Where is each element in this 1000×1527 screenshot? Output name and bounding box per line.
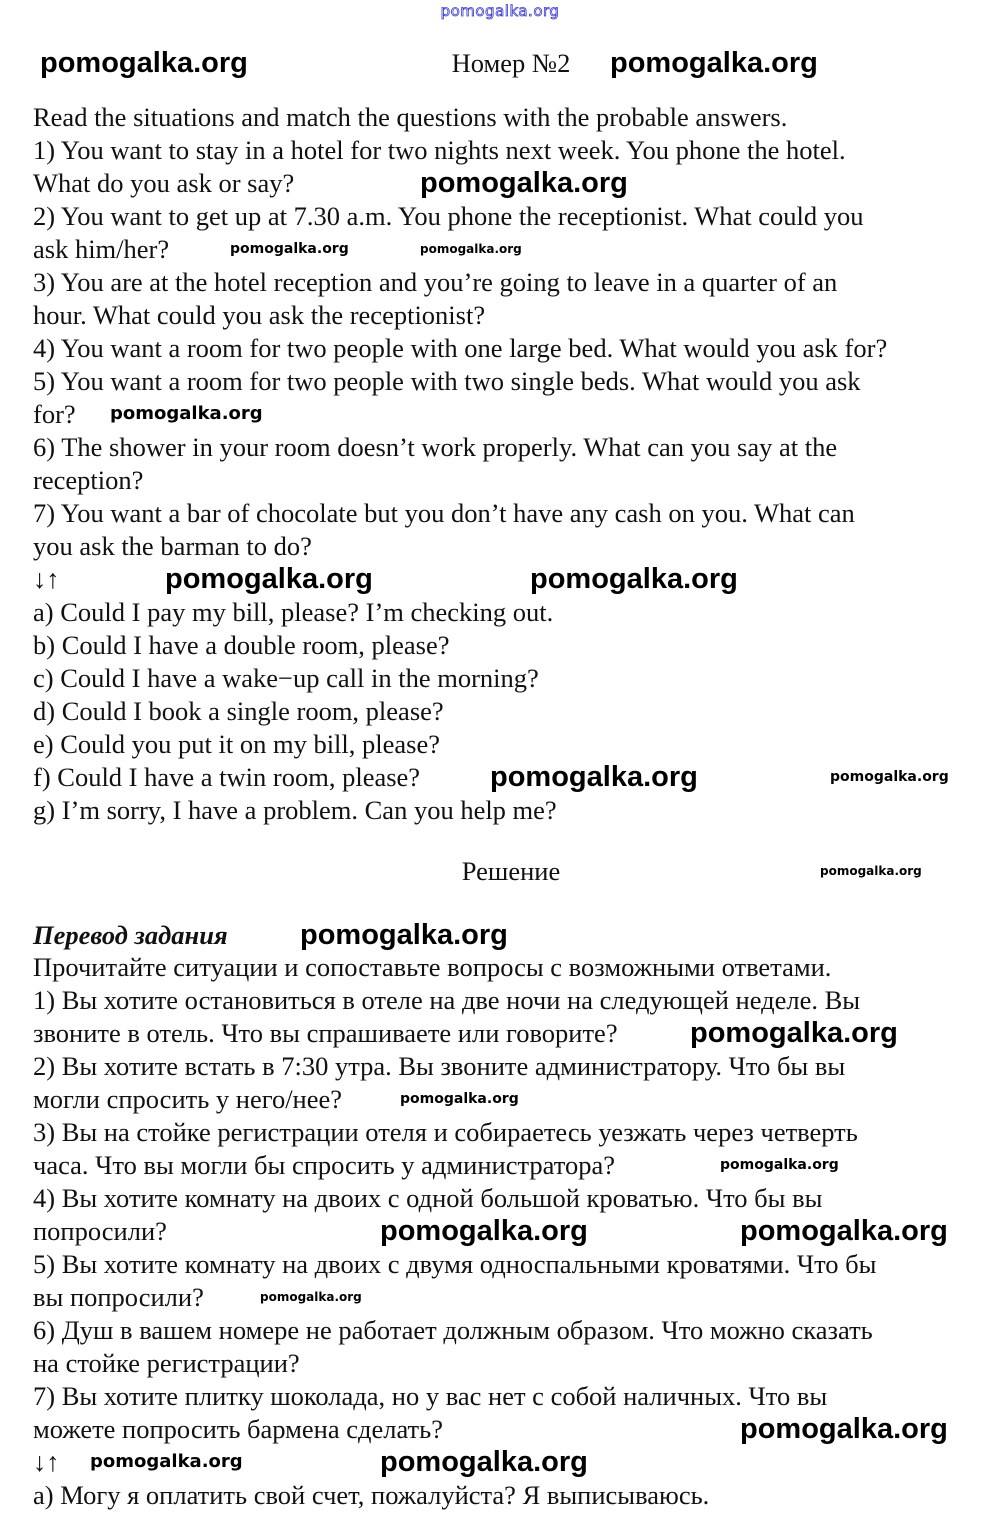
translation-line: 5) Вы хотите комнату на двоих с двумя односпальными кроватями. Что бы bbox=[33, 1249, 877, 1279]
task-line: 2) You want to get up at 7.30 a.m. You phone the receptionist. What could you bbox=[33, 201, 864, 231]
watermark: pomogalka.org bbox=[610, 47, 818, 79]
task-line: you ask the barman to do? bbox=[33, 531, 312, 561]
translation-line: 1) Вы хотите остановиться в отеле на две ночи на следующей неделе. Вы bbox=[33, 985, 861, 1015]
task-line: ask him/her? bbox=[33, 234, 170, 264]
watermark: pomogalka.org bbox=[230, 241, 349, 257]
task-line: reception? bbox=[33, 465, 144, 495]
translation-line: попросили? bbox=[33, 1216, 167, 1246]
watermark: pomogalka.org bbox=[490, 761, 698, 793]
translation-line: ↓↑ bbox=[33, 1447, 60, 1477]
task-line: 7) You want a bar of chocolate but you don’t have any cash on you. What can bbox=[33, 498, 855, 528]
watermark: pomogalka.org bbox=[420, 167, 628, 199]
translation-line: 4) Вы хотите комнату на двоих с одной большой кроватью. Что бы вы bbox=[33, 1183, 823, 1213]
task-line: f) Could I have a twin room, please? bbox=[33, 762, 421, 792]
solution-heading: Решение bbox=[461, 856, 561, 886]
watermark: pomogalka.org bbox=[400, 1091, 519, 1107]
watermark: pomogalka.org bbox=[690, 1017, 898, 1049]
watermark: pomogalka.org bbox=[40, 47, 248, 79]
task-line: 6) The shower in your room doesn’t work properly. What can you say at the bbox=[33, 432, 838, 462]
task-line: b) Could I have a double room, please? bbox=[33, 630, 450, 660]
watermark: pomogalka.org bbox=[820, 864, 922, 878]
translation-line: 6) Душ в вашем номере не работает должным образом. Что можно сказать bbox=[33, 1315, 873, 1345]
task-line: for? bbox=[33, 399, 76, 429]
watermark: pomogalka.org bbox=[530, 563, 738, 595]
watermark: pomogalka.org bbox=[380, 1215, 588, 1247]
site-link[interactable]: pomogalka.org bbox=[440, 2, 560, 20]
task-line: e) Could you put it on my bill, please? bbox=[33, 729, 441, 759]
translation-line: а) Могу я оплатить свой счет, пожалуйста? Я выписываюсь. bbox=[33, 1480, 710, 1510]
watermark: pomogalka.org bbox=[740, 1413, 948, 1445]
translation-line: Прочитайте ситуации и сопоставьте вопросы с возможными ответами. bbox=[33, 952, 832, 982]
task-line: Read the situations and match the questions with the probable answers. bbox=[33, 102, 788, 132]
task-line: c) Could I have a wake−up call in the morning? bbox=[33, 663, 539, 693]
translation-line: 2) Вы хотите встать в 7:30 утра. Вы звоните администратору. Что бы вы bbox=[33, 1051, 846, 1081]
watermark: pomogalka.org bbox=[300, 919, 508, 951]
watermark: pomogalka.org bbox=[380, 1446, 588, 1478]
translation-line: на стойке регистрации? bbox=[33, 1348, 300, 1378]
translation-line: 7) Вы хотите плитку шоколада, но у вас нет с собой наличных. Что вы bbox=[33, 1381, 828, 1411]
translation-line: вы попросили? bbox=[33, 1282, 204, 1312]
task-line: 1) You want to stay in a hotel for two nights next week. You phone the hotel. bbox=[33, 135, 846, 165]
watermark: pomogalka.org bbox=[110, 403, 263, 424]
watermark: pomogalka.org bbox=[720, 1157, 839, 1173]
task-line: a) Could I pay my bill, please? I’m checking out. bbox=[33, 597, 554, 627]
translation-line: могли спросить у него/нее? bbox=[33, 1084, 343, 1114]
watermark: pomogalka.org bbox=[260, 1290, 362, 1304]
watermark: pomogalka.org bbox=[165, 563, 373, 595]
task-line: 3) You are at the hotel reception and you’re going to leave in a quarter of an bbox=[33, 267, 838, 297]
task-line: g) I’m sorry, I have a problem. Can you help me? bbox=[33, 795, 557, 825]
translation-line: часа. Что вы могли бы спросить у администратора? bbox=[33, 1150, 615, 1180]
translation-heading: Перевод задания bbox=[33, 920, 228, 950]
task-line: What do you ask or say? bbox=[33, 168, 295, 198]
task-line: 4) You want a room for two people with one large bed. What would you ask for? bbox=[33, 333, 888, 363]
watermark: pomogalka.org bbox=[90, 1451, 243, 1472]
task-line: hour. What could you ask the receptionist? bbox=[33, 300, 486, 330]
watermark: pomogalka.org bbox=[740, 1215, 948, 1247]
watermark: pomogalka.org bbox=[420, 242, 522, 256]
task-line: ↓↑ bbox=[33, 564, 60, 594]
task-line: d) Could I book a single room, please? bbox=[33, 696, 444, 726]
translation-line: 3) Вы на стойке регистрации отеля и собираетесь уезжать через четверть bbox=[33, 1117, 858, 1147]
translation-line: можете попросить бармена сделать? bbox=[33, 1414, 443, 1444]
watermark: pomogalka.org bbox=[830, 769, 949, 785]
translation-line: звоните в отель. Что вы спрашиваете или говорите? bbox=[33, 1018, 618, 1048]
page-title: Номер №2 bbox=[451, 48, 571, 78]
task-line: 5) You want a room for two people with two single beds. What would you ask bbox=[33, 366, 861, 396]
